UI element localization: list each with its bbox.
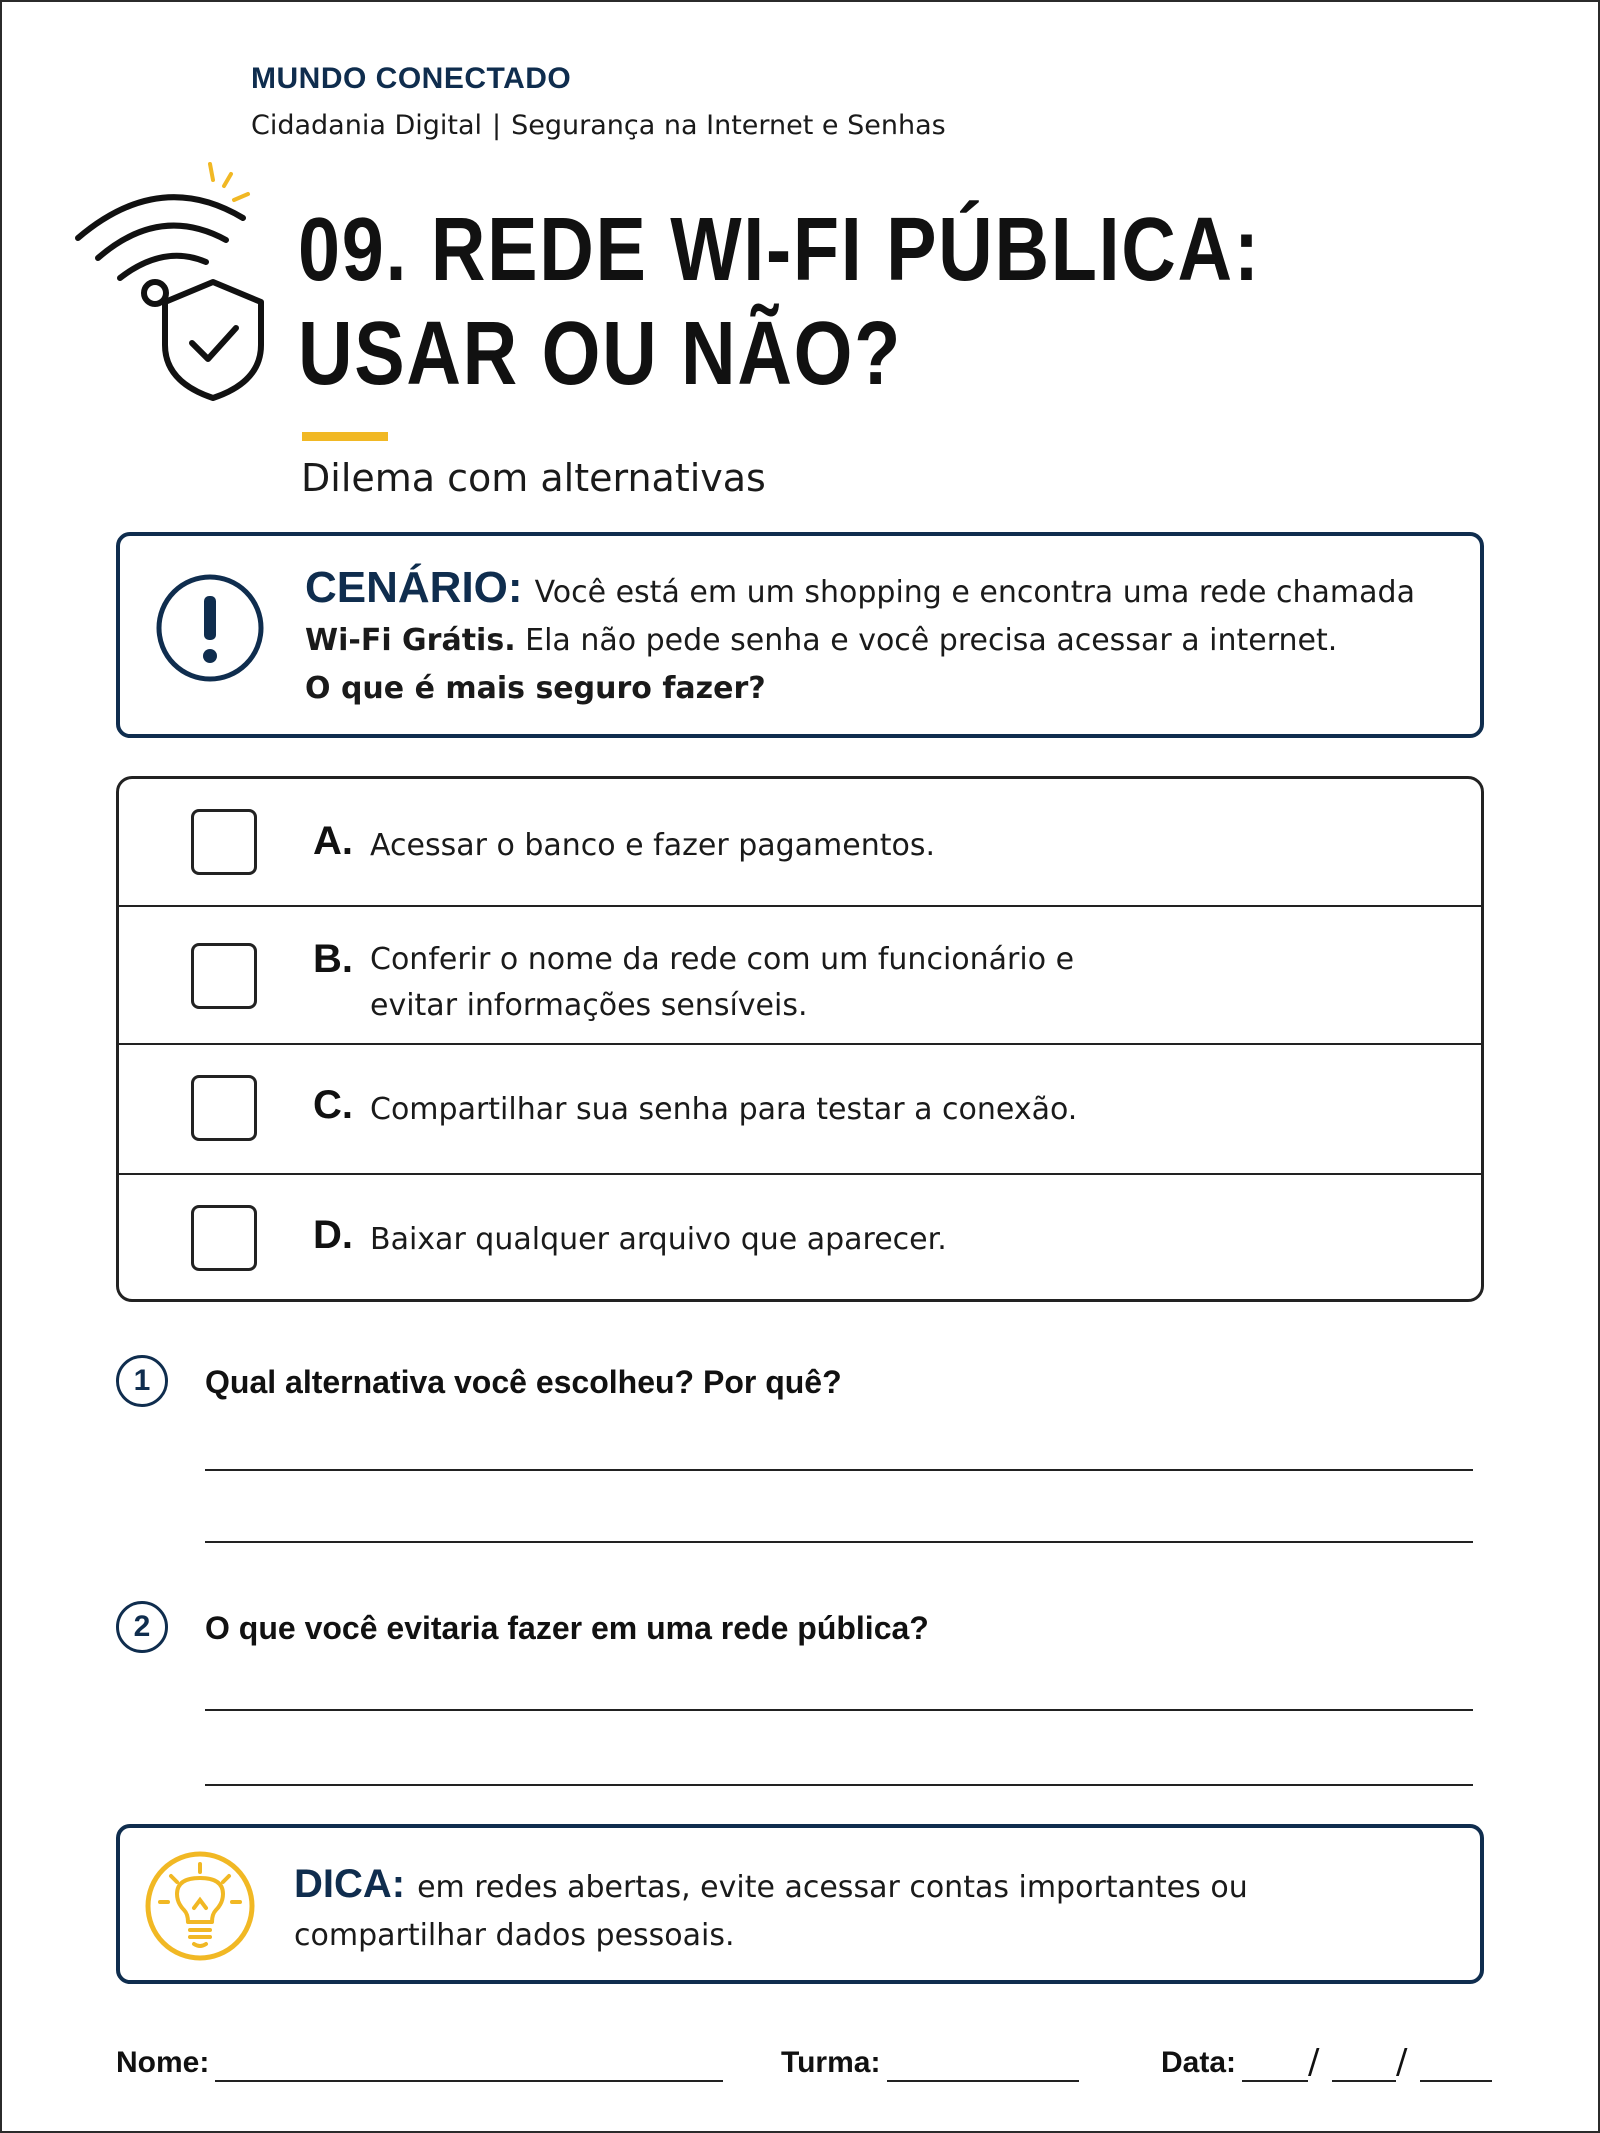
option-b-text: Conferir o nome da rede com um funcionário e evitar informações sensíveis.	[370, 942, 1075, 1023]
name-field-line[interactable]	[215, 2080, 723, 2082]
question-1-number: 1	[116, 1355, 168, 1407]
class-label: Turma:	[781, 2046, 881, 2079]
option-b-checkbox[interactable]	[191, 943, 257, 1009]
subject: Cidadania Digital	[251, 110, 483, 141]
option-d[interactable]	[119, 1173, 1481, 1302]
scenario-text-part2: Ela não pede senha e você precisa acessar a internet.	[525, 623, 1338, 658]
scenario-question: O que é mais seguro fazer?	[305, 671, 766, 706]
question-2-answer-line-2[interactable]	[205, 1784, 1473, 1786]
question-2-answer-line-1[interactable]	[205, 1709, 1473, 1711]
date-month-line[interactable]	[1332, 2080, 1396, 2082]
question-1-answer-line-2[interactable]	[205, 1541, 1473, 1543]
tip-box	[116, 1824, 1484, 1984]
scenario-text	[305, 564, 1455, 713]
option-d-checkbox[interactable]	[191, 1205, 257, 1271]
tip-label: DICA:	[294, 1862, 406, 1906]
scenario-network-name: Wi-Fi Grátis.	[305, 623, 516, 658]
option-b[interactable]	[119, 905, 1481, 1043]
lightbulb-icon	[144, 1850, 256, 1962]
topic: Segurança na Internet e Senhas	[511, 110, 946, 141]
scenario-text-part1: Você está em um shopping e encontra uma rede chamada	[534, 575, 1415, 610]
option-c[interactable]	[119, 1043, 1481, 1173]
question-1-answer-line-1[interactable]	[205, 1469, 1473, 1471]
date-day-line[interactable]	[1242, 2080, 1308, 2082]
name-label: Nome:	[116, 2046, 210, 2079]
option-a-checkbox[interactable]	[191, 809, 257, 875]
subject-separator: |	[492, 110, 502, 141]
page-title	[298, 198, 1261, 406]
date-separator-1: /	[1308, 2042, 1320, 2082]
tip-body: em redes abertas, evite acessar contas importantes ou compartilhar dados pessoais.	[294, 1870, 1248, 1953]
option-d-letter: D.	[313, 1213, 353, 1257]
option-a-text: Acessar o banco e fazer pagamentos.	[370, 828, 936, 863]
page-subtitle: Dilema com alternativas	[301, 456, 766, 500]
tip-text	[294, 1860, 1394, 1960]
page-title-line1: 09. REDE WI-FI PÚBLICA:	[298, 200, 1261, 300]
option-c-letter: C.	[313, 1083, 353, 1127]
series-title: MUNDO CONECTADO	[251, 62, 572, 95]
option-a[interactable]	[119, 779, 1481, 905]
title-accent-bar	[302, 432, 388, 441]
class-field-line[interactable]	[887, 2080, 1079, 2082]
scenario-box	[116, 532, 1484, 738]
option-c-text: Compartilhar sua senha para testar a conexão.	[370, 1092, 1078, 1127]
date-year-line[interactable]	[1420, 2080, 1492, 2082]
question-2-number: 2	[116, 1601, 168, 1653]
scenario-label: CENÁRIO:	[305, 563, 523, 612]
option-d-text: Baixar qualquer arquivo que aparecer.	[370, 1222, 947, 1257]
subject-line	[251, 110, 946, 141]
option-c-checkbox[interactable]	[191, 1075, 257, 1141]
exclamation-circle-icon	[154, 572, 266, 684]
option-a-letter: A.	[313, 819, 353, 863]
wifi-shield-check-icon	[68, 152, 268, 412]
page-title-line2: USAR OU NÃO?	[298, 304, 902, 404]
date-label: Data:	[1161, 2046, 1237, 2079]
option-b-letter: B.	[313, 937, 353, 981]
options-list	[116, 776, 1484, 1302]
date-separator-2: /	[1396, 2042, 1408, 2082]
question-2-text: O que você evitaria fazer em uma rede pública?	[205, 1610, 929, 1646]
question-1-text: Qual alternativa você escolheu? Por quê?	[205, 1364, 842, 1400]
